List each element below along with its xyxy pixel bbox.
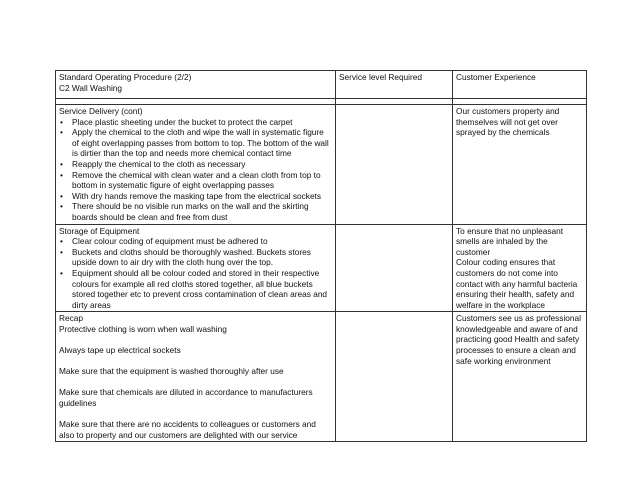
section-heading: Storage of Equipment: [59, 225, 140, 236]
recap-line: Protective clothing is worn when wall washing: [59, 323, 227, 334]
experience-text: Customers see us as professional knowledgeable and aware of and practicing good Health and safety processes to ensure a clean and safe working environment: [456, 313, 581, 366]
list-item: • There should be no visible run marks on the wall and the skirting boards should be clean and free from dust: [59, 201, 332, 222]
list-item: • Reapply the chemical to the cloth as necessary: [59, 159, 332, 170]
customer-experience-cell: [453, 312, 587, 442]
header-row: [56, 71, 587, 99]
storage-row: [56, 224, 587, 312]
spacer: [59, 409, 332, 420]
service-level-header-label: Service level Required: [339, 72, 423, 82]
procedure-title-cell: [56, 71, 336, 99]
storage-list: [59, 236, 332, 310]
list-item: • Apply the chemical to the cloth and wipe the wall in systematic figure of eight overlapping passes from bottom to top. The bottom of the wall is dirtier than the top and needs more chemical contact time: [59, 127, 332, 159]
list-item: • Clear colour coding of equipment must be adhered to: [59, 236, 332, 247]
experience-text: To ensure that no unpleasant smells are inhaled by the customer: [456, 225, 564, 257]
customer-experience-cell: [453, 105, 587, 225]
recap-cell: [56, 312, 336, 442]
list-item: • Equipment should all be colour coded and stored in their respective colours for example all red cloths stored together, all blue buckets stored together etc to prevent cross contamination of clean areas and dirty areas: [59, 268, 332, 310]
procedure-subtitle: C2 Wall Washing: [59, 82, 123, 93]
section-heading: Recap: [59, 313, 83, 324]
recap-row: [56, 312, 587, 442]
service-delivery-cell: [56, 105, 336, 225]
experience-text: Our customers property and themselves will not get over sprayed by the chemicals: [456, 106, 560, 138]
experience-text: Colour coding ensures that customers do not come into contact with any harmful bacteria ensuring their health, safety and welfare in the workplace: [456, 257, 578, 310]
storage-cell: [56, 224, 336, 312]
service-level-cell: [336, 312, 453, 442]
sop-table: [55, 70, 587, 442]
spacer: [59, 334, 332, 345]
spacer: [59, 356, 332, 367]
list-item: • Remove the chemical with clean water and a clean cloth from top to bottom in systematic figure of eight overlapping passes: [59, 170, 332, 191]
spacer: [59, 377, 332, 388]
service-delivery-row: [56, 105, 587, 225]
procedure-title: Standard Operating Procedure (2/2): [59, 72, 192, 82]
list-item: • Buckets and cloths should be thoroughly washed. Buckets stores upside down to air dry with the cloth hung over the top.: [59, 247, 332, 268]
recap-line: Make sure that chemicals are diluted in accordance to manufacturers guidelines: [59, 387, 313, 409]
service-level-cell: [336, 224, 453, 312]
service-level-cell: [336, 105, 453, 225]
customer-experience-cell: [453, 224, 587, 312]
section-heading: Service Delivery (cont): [59, 106, 143, 116]
customer-experience-header: [453, 71, 587, 99]
service-delivery-list: [59, 117, 332, 223]
recap-line: Make sure that the equipment is washed thoroughly after use: [59, 366, 284, 377]
recap-line: Always tape up electrical sockets: [59, 345, 181, 356]
service-level-header: [336, 71, 453, 99]
customer-experience-header-label: Customer Experience: [456, 72, 536, 82]
list-item: • Place plastic sheeting under the bucket to protect the carpet: [59, 117, 332, 128]
list-item: • With dry hands remove the masking tape from the electrical sockets: [59, 191, 332, 202]
recap-line: Make sure that there are no accidents to colleagues or customers and also to property and our customers are delighted with our service: [59, 419, 316, 440]
